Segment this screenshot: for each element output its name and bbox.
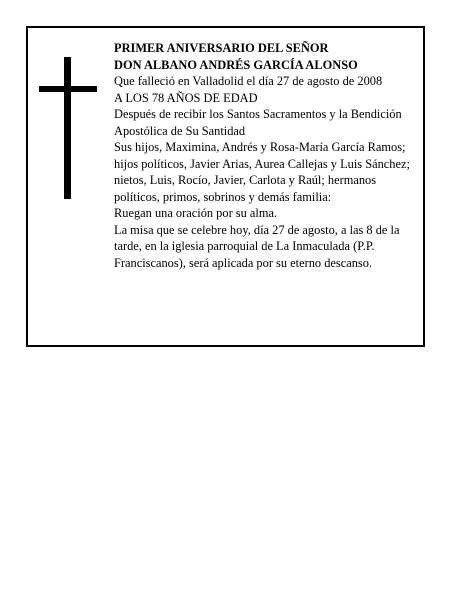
family-text: Sus hijos, Maximina, Andrés y Rosa-María García Ramos; hijos políticos, Javier Arias, Aurea Callejas y Luis Sánchez; nietos, Luis, Rocío, Javier, Carlota y Raúl; hermanos políticos, primos, sobrinos y demás familia: bbox=[114, 140, 410, 204]
cross-horizontal-bar bbox=[39, 86, 97, 92]
sacraments-text: Después de recibir los Santos Sacramentos y la Bendición Apostólica de Su Santidad bbox=[114, 107, 402, 138]
cross-icon bbox=[39, 57, 97, 199]
notice-heading-line2: DON ALBANO ANDRÉS GARCÍA ALONSO bbox=[114, 57, 358, 72]
death-info: Que falleció en Valladolid el día 27 de agosto de 2008 bbox=[114, 74, 383, 88]
mass-info: La misa que se celebre hoy, día 27 de agosto, a las 8 de la tarde, en la iglesia parroquial de La Inmaculada (P.P. Franciscanos), será aplicada por su eterno descanso. bbox=[114, 222, 400, 270]
prayer-request: Ruegan una oración por su alma. bbox=[114, 206, 278, 220]
cross-vertical-bar bbox=[64, 57, 71, 199]
notice-text bbox=[114, 40, 422, 271]
age-line: A LOS 78 AÑOS DE EDAD bbox=[114, 90, 258, 105]
notice-heading-line1: PRIMER ANIVERSARIO DEL SEÑOR bbox=[114, 41, 329, 55]
obituary-notice bbox=[26, 26, 425, 347]
